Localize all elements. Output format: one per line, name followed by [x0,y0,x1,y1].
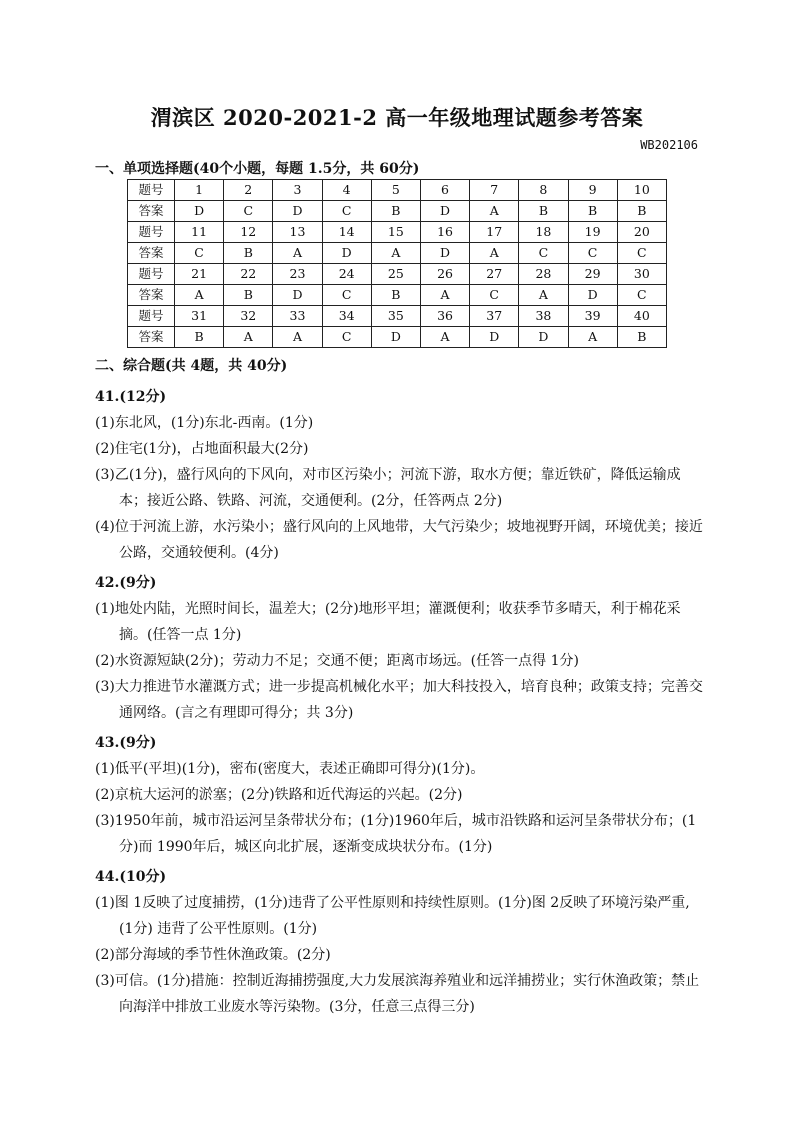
answer-cell: A [470,201,519,222]
question-number-cell: 6 [420,180,469,201]
answer-cell: B [371,285,420,306]
row-label-number: 题号 [128,180,175,201]
row-label-answer: 答案 [128,243,175,264]
section1-heading: 一、单项选择题(40个小题，每题 1.5分，共 60分) [95,161,420,177]
answer-cell: D [322,243,371,264]
answer-row [128,243,667,264]
question-number-cell: 18 [519,222,568,243]
answer-cell: A [420,285,469,306]
question-number-row [128,222,667,243]
answer-cell: C [470,285,519,306]
answer-cell: B [175,327,224,348]
answer-cell: D [420,201,469,222]
question-number-cell: 27 [470,264,519,285]
question-number-cell: 10 [617,180,666,201]
answer-row [128,327,667,348]
question-number-cell: 8 [519,180,568,201]
question-heading: 44.(10分) [95,869,167,885]
question-number-cell: 37 [470,306,519,327]
answer-cell: C [224,201,273,222]
answer-cell: D [470,327,519,348]
answer-row [128,201,667,222]
question-number-cell: 19 [568,222,617,243]
question-number-row [128,264,667,285]
row-label-number: 题号 [128,264,175,285]
question-number-cell: 22 [224,264,273,285]
answer-item: (2)部分海域的季节性休渔政策。(2分) [95,947,331,963]
question-number-cell: 39 [568,306,617,327]
question-number-cell: 24 [322,264,371,285]
question-number-cell: 1 [175,180,224,201]
question-number-cell: 32 [224,306,273,327]
answer-cell: A [519,285,568,306]
answer-cell: D [420,243,469,264]
document-code: WB202106 [640,138,698,152]
row-label-answer: 答案 [128,285,175,306]
answer-item: (1)低平(平坦)(1分)，密布(密度大，表述正确即可得分)(1分)。 [95,761,485,777]
answer-cell: D [175,201,224,222]
question-number-cell: 40 [617,306,666,327]
answer-cell: D [519,327,568,348]
question-number-cell: 30 [617,264,666,285]
question-number-cell: 17 [470,222,519,243]
document-title: 渭滨区 2020-2021-2 高一年级地理试题参考答案 [150,105,644,130]
question-number-cell: 28 [519,264,568,285]
answer-item: (3)乙(1分)，盛行风向的下风向，对市区污染小；河流下游，取水方便；靠近铁矿，降低运输成本；接近公路、铁路、河流，交通便利。(2分，任答两点 2分) [95,467,681,509]
question-number-cell: 5 [371,180,420,201]
row-label-answer: 答案 [128,327,175,348]
answer-item: (1)地处内陆，光照时间长，温差大；(2分)地形平坦；灌溉便利；收获季节多晴天，利于棉花采摘。(任答一点 1分) [95,601,681,643]
row-label-number: 题号 [128,306,175,327]
answer-cell: B [568,201,617,222]
question-number-row [128,306,667,327]
question-number-cell: 11 [175,222,224,243]
answer-table [127,179,667,348]
answer-item: (3)可信。(1分)措施：控制近海捕捞强度,大力发展滨海养殖业和远洋捕捞业；实行休渔政策；禁止向海洋中排放工业废水等污染物。(3分，任意三点得三分) [95,973,700,1015]
question-number-cell: 23 [273,264,322,285]
answer-cell: A [273,243,322,264]
answer-cell: A [371,243,420,264]
answer-item: (2)水资源短缺(2分)；劳动力不足；交通不便；距离市场远。(任答一点得 1分) [95,653,579,669]
answer-cell: D [371,327,420,348]
question-heading: 41.(12分) [95,389,167,405]
question-number-cell: 29 [568,264,617,285]
answer-cell: C [519,243,568,264]
row-label-number: 题号 [128,222,175,243]
section2-heading: 二、综合题(共 4题，共 40分) [95,358,288,374]
question-number-cell: 36 [420,306,469,327]
answer-cell: A [420,327,469,348]
answer-cell: C [322,327,371,348]
answer-cell: C [568,243,617,264]
question-number-cell: 13 [273,222,322,243]
questions-body [95,380,703,1020]
answer-cell: B [519,201,568,222]
answer-cell: B [617,201,666,222]
answer-item: (2)住宅(1分)，占地面积最大(2分) [95,441,309,457]
answer-cell: C [617,285,666,306]
answer-cell: C [175,243,224,264]
question-number-cell: 12 [224,222,273,243]
question-number-cell: 33 [273,306,322,327]
question-number-cell: 3 [273,180,322,201]
answer-cell: B [224,243,273,264]
answer-row [128,285,667,306]
answer-cell: A [568,327,617,348]
question-number-cell: 2 [224,180,273,201]
row-label-answer: 答案 [128,201,175,222]
question-number-cell: 38 [519,306,568,327]
question-number-cell: 25 [371,264,420,285]
question-number-cell: 16 [420,222,469,243]
answer-cell: D [568,285,617,306]
answer-item: (1)东北风，(1分)东北-西南。(1分) [95,415,314,431]
question-number-cell: 35 [371,306,420,327]
answer-cell: C [322,285,371,306]
question-number-cell: 21 [175,264,224,285]
question-number-cell: 15 [371,222,420,243]
question-number-row [128,180,667,201]
answer-item: (2)京杭大运河的淤塞；(2分)铁路和近代海运的兴起。(2分) [95,787,463,803]
answer-cell: C [617,243,666,264]
question-number-cell: 7 [470,180,519,201]
answer-cell: A [273,327,322,348]
answer-cell: A [224,327,273,348]
answer-item: (3)1950年前，城市沿运河呈条带状分布；(1分)1960年后，城市沿铁路和运河呈条带状分布；(1分)而 1990年后，城区向北扩展，逐渐变成块状分布。(1分) [95,813,697,855]
answer-cell: A [175,285,224,306]
answer-cell: B [371,201,420,222]
answer-cell: D [273,285,322,306]
answer-item: (4)位于河流上游，水污染小；盛行风向的上风地带，大气污染少；坡地视野开阔，环境优美；接近公路，交通较便利。(4分) [95,519,703,561]
question-number-cell: 9 [568,180,617,201]
question-number-cell: 4 [322,180,371,201]
answer-cell: A [470,243,519,264]
answer-cell: D [273,201,322,222]
question-number-cell: 34 [322,306,371,327]
question-number-cell: 31 [175,306,224,327]
answer-cell: B [224,285,273,306]
question-number-cell: 20 [617,222,666,243]
answer-item: (1)图 1反映了过度捕捞，(1分)违背了公平性原则和持续性原则。(1分)图 2反映了环境污染严重,(1分) 违背了公平性原则。(1分) [95,895,690,937]
question-number-cell: 26 [420,264,469,285]
answer-cell: C [322,201,371,222]
question-heading: 42.(9分) [95,575,157,591]
question-heading: 43.(9分) [95,735,157,751]
answer-item: (3)大力推进节水灌溉方式；进一步提高机械化水平；加大科技投入，培育良种；政策支持；完善交通网络。(言之有理即可得分；共 3分) [95,679,703,721]
question-number-cell: 14 [322,222,371,243]
answer-cell: B [617,327,666,348]
